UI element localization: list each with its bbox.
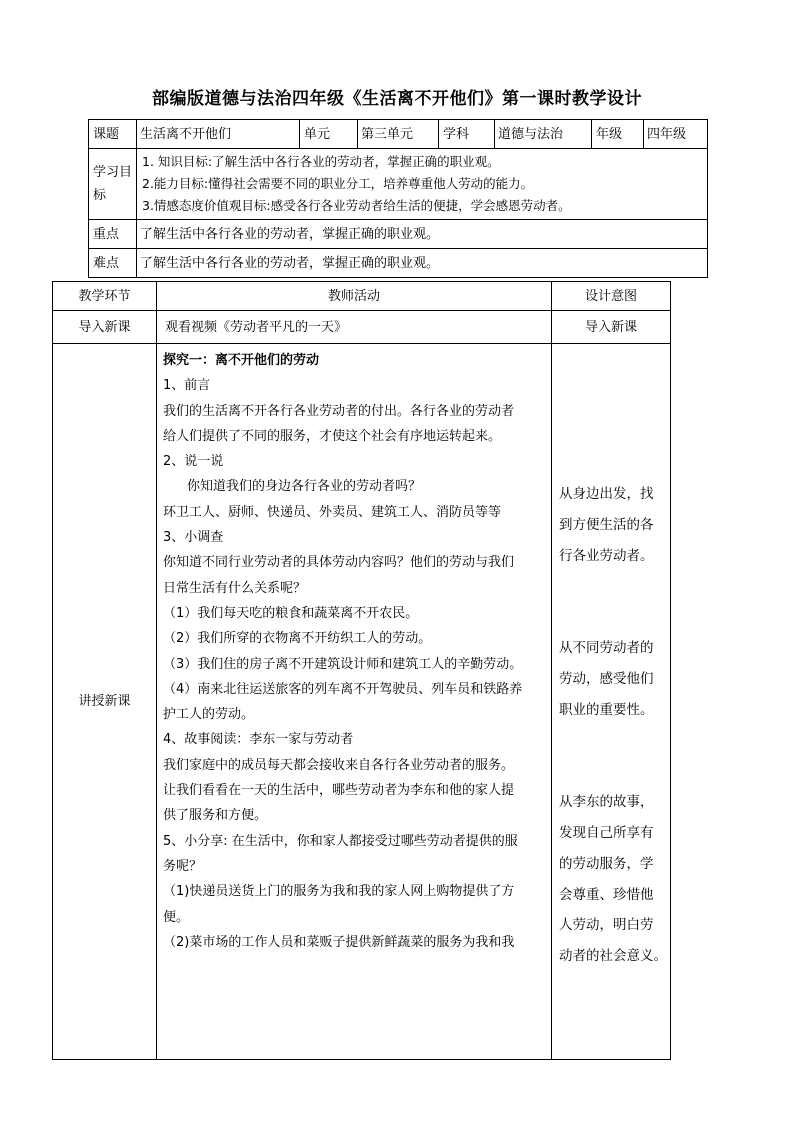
lecture-stage: 讲授新课 (53, 344, 157, 1060)
activity-text: 我们家庭中的成员每天都会接收来自各行各业劳动者的服务。 (163, 757, 515, 773)
difficult-point-label: 难点 (89, 249, 137, 278)
intent-text: 到方便生活的各 (559, 516, 654, 533)
goal-knowledge: 1. 知识目标:了解生活中各行各业的劳动者，掌握正确的职业观。 (142, 154, 500, 169)
intro-intent: 导入新课 (552, 311, 671, 344)
header-row (53, 282, 671, 311)
document-title: 部编版道德与法治四年级《生活离不开他们》第一课时教学设计 (152, 89, 642, 109)
intent-text: 动者的社会意义。 (559, 948, 667, 965)
subject-label: 学科 (439, 120, 495, 149)
activity-text: 让我们看看在一天的生活中，哪些劳动者为李东和他的家人提 (163, 783, 515, 799)
activity-question: 你知道我们的身边各行各业的劳动者吗？ (187, 479, 422, 495)
section-heading: 5、小分享: 在生活中，你和家人都接受过哪些劳动者提供的服 (163, 833, 518, 849)
section-heading: 1、前言 (163, 378, 211, 394)
activity-text: （2)菜市场的工作人员和菜贩子提供新鲜蔬菜的服务为我和我 (163, 934, 515, 950)
subject-value: 道德与法治 (495, 120, 592, 149)
key-point-row (89, 220, 708, 249)
intent-text: 人劳动，明白劳 (559, 917, 654, 934)
intent-text: 职业的重要性。 (559, 701, 654, 718)
goals-label: 学习目标 (89, 149, 137, 220)
lecture-activity-cell (157, 344, 552, 1060)
grade-value: 四年级 (644, 120, 708, 149)
lecture-intent-cell (552, 344, 671, 1060)
activity-text: 你知道不同行业劳动者的具体劳动内容吗？他们的劳动与我们 (163, 555, 515, 571)
activity-text: （3）我们住的房子离不开建筑设计师和建筑工人的辛勤劳动。 (163, 656, 523, 672)
activity-text: 供了服务和方便。 (163, 808, 268, 824)
key-point-label: 重点 (89, 220, 137, 249)
section-heading: 3、小调查 (163, 530, 224, 546)
header-intent: 设计意图 (552, 282, 671, 311)
intro-stage: 导入新课 (53, 311, 157, 344)
intent-text: 的劳动服务，学 (559, 855, 654, 872)
activity-text: 便。 (163, 909, 190, 925)
topic-label: 课题 (89, 120, 137, 149)
activity-text: 日常生活有什么关系呢？ (163, 580, 307, 596)
goals-cell (137, 149, 708, 220)
activity-text: 我们的生活离不开各行各业劳动者的付出。各行各业的劳动者 (163, 403, 515, 419)
intent-text: 从李东的故事， (559, 794, 654, 811)
activity-text: （4）南来北往运送旅客的列车离不开驾驶员、列车员和铁路养 (163, 681, 523, 697)
lecture-row (53, 344, 671, 1060)
key-point-value: 了解生活中各行各业的劳动者，掌握正确的职业观。 (137, 220, 708, 249)
intro-row (53, 311, 671, 344)
intro-activity: 观看视频《劳动者平凡的一天》 (157, 311, 552, 344)
header-activity: 教师活动 (157, 282, 552, 311)
goal-ability: 2.能力目标:懂得社会需要不同的职业分工，培养尊重他人劳动的能力。 (142, 176, 534, 191)
inquiry-heading: 探究一：离不开他们的劳动 (163, 353, 320, 368)
activity-text: （1)快递员送货上门的服务为我和我的家人网上购物提供了方 (163, 884, 515, 900)
activity-text: 务呢？ (163, 858, 203, 874)
intent-text: 行各业劳动者。 (559, 547, 654, 564)
unit-value: 第三单元 (358, 120, 439, 149)
intent-text: 从身边出发，找 (559, 486, 654, 503)
activity-text: （1）我们每天吃的粮食和蔬菜离不开农民。 (163, 605, 419, 621)
activity-text: （2）我们所穿的衣物离不开纺织工人的劳动。 (163, 631, 432, 647)
topic-value: 生活离不开他们 (137, 120, 300, 149)
grade-label: 年级 (592, 120, 644, 149)
section-heading: 2、说一说 (163, 454, 224, 470)
teaching-process-table (52, 281, 671, 1060)
intent-text: 会尊重、珍惜他 (559, 886, 654, 903)
activity-text: 护工人的劳动。 (163, 707, 255, 723)
intent-text: 劳动，感受他们 (559, 670, 654, 687)
goal-emotion: 3.情感态度价值观目标:感受各行各业劳动者给生活的便捷，学会感恩劳动者。 (142, 198, 571, 213)
difficult-point-row (89, 249, 708, 278)
difficult-point-value: 了解生活中各行各业的劳动者，掌握正确的职业观。 (137, 249, 708, 278)
header-stage: 教学环节 (53, 282, 157, 311)
activity-text: 给人们提供了不同的服务，才使这个社会有序地运转起来。 (163, 428, 502, 444)
intent-text: 从不同劳动者的 (559, 640, 654, 657)
activity-text: 环卫工人、厨师、快递员、外卖员、建筑工人、消防员等等 (163, 504, 502, 520)
course-info-table (88, 119, 708, 278)
intent-text: 发现自己所享有 (559, 824, 654, 841)
goals-row (89, 149, 708, 220)
unit-label: 单元 (300, 120, 358, 149)
section-heading: 4、故事阅读：李东一家与劳动者 (163, 732, 354, 748)
info-row (89, 120, 708, 149)
